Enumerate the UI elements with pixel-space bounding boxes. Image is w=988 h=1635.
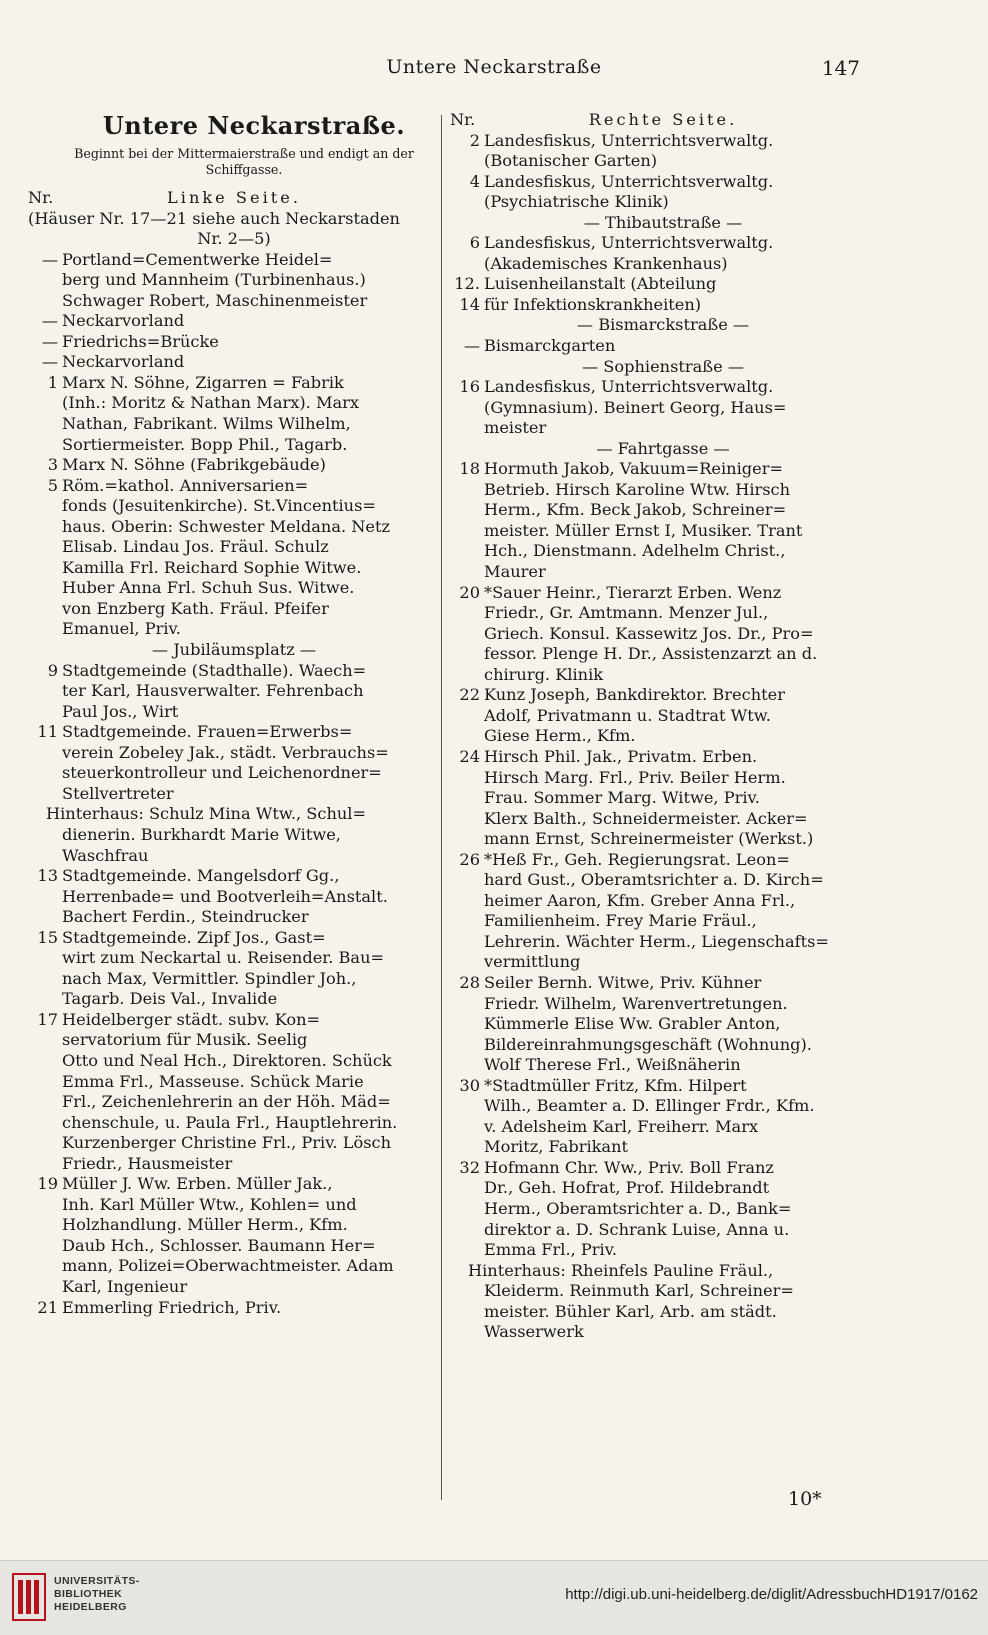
entry-text (62, 373, 440, 455)
house-number: — (41, 249, 58, 269)
entry-line: Stadtgemeinde (Stadthalle). Waech= (62, 660, 367, 680)
entry-line: Friedr., Hausmeister (62, 1153, 233, 1173)
entry-text (62, 352, 440, 373)
address-entry (28, 332, 440, 353)
entry-line: Bachert Ferdin., Steindrucker (62, 907, 309, 927)
entry-line: Hinterhaus: Rheinfels Pauline Fräul., (468, 1260, 774, 1280)
entry-line: Karl, Ingenieur (62, 1276, 188, 1296)
entry-text (484, 459, 876, 582)
nr-label: Nr. (28, 188, 54, 207)
entry-line: Landesfiskus, Unterrichtsverwaltg. (484, 233, 774, 253)
cross-street-line: — Sophienstraße — (581, 356, 745, 376)
entry-line: meister. Müller Ernst I, Musiker. Trant (484, 520, 803, 540)
entry-line: Hch., Dienstmann. Adelhelm Christ., (484, 541, 786, 561)
entry-line: verein Zobeley Jak., städt. Verbrauchs= (62, 742, 389, 762)
house-number: 3 (47, 455, 58, 475)
entry-line: Elisab. Lindau Jos. Fräul. Schulz (62, 537, 329, 557)
address-entry (450, 747, 876, 850)
address-entry (450, 233, 876, 274)
house-number: 2 (469, 130, 480, 150)
entry-line: Tagarb. Deis Val., Invalide (62, 989, 278, 1009)
entry-line: (Gymnasium). Beinert Georg, Haus= (484, 397, 787, 417)
entry-line: *Sauer Heinr., Tierarzt Erben. Wenz (484, 582, 782, 602)
entry-line: Friedr. Wilhelm, Warenvertretungen. (484, 993, 788, 1013)
entry-line: Hofmann Chr. Ww., Priv. Boll Franz (484, 1157, 774, 1177)
entry-line: Bildereinrahmungsgeschäft (Wohnung). (484, 1034, 812, 1054)
entry-line: Neckarvorland (62, 311, 185, 331)
entry-text (484, 233, 876, 274)
nr-label: Nr. (450, 110, 476, 129)
entry-line: Röm.=kathol. Anniversarien= (62, 475, 309, 495)
library-name (54, 1575, 140, 1614)
entry-line: chenschule, u. Paula Frl., Hauptlehrerin. (62, 1112, 398, 1132)
house-number: 18 (459, 459, 480, 479)
entry-line: Marx N. Söhne (Fabrikgebäude) (62, 455, 326, 475)
entry-line: direktor a. D. Schrank Luise, Anna u. (484, 1219, 790, 1239)
entry-line: Hirsch Phil. Jak., Privatm. Erben. (484, 746, 758, 766)
address-entry (28, 1174, 440, 1297)
entry-line: Hormuth Jakob, Vakuum=Reiniger= (484, 459, 784, 479)
entry-line: Familienheim. Frey Marie Fräul., (484, 911, 757, 931)
entry-line: Maurer (484, 562, 546, 582)
entry-line: Giese Herm., Kfm. (484, 726, 636, 746)
entry-line: Kleiderm. Reinmuth Karl, Schreiner= (484, 1281, 794, 1301)
page-number: 147 (821, 56, 860, 80)
library-name-line: BIBLIOTHEK (54, 1588, 123, 1600)
entry-text (484, 274, 876, 315)
house-number: 19 (37, 1174, 58, 1194)
house-number: 24 (459, 746, 480, 766)
house-number: 26 (459, 849, 480, 869)
entry-line: vermittlung (484, 952, 581, 972)
entry-line: Landesfiskus, Unterrichtsverwaltg. (484, 171, 774, 191)
house-number: 4 (469, 171, 480, 191)
entry-line: v. Adelsheim Karl, Freiherr. Marx (484, 1116, 759, 1136)
side-label-left: Linke Seite. (167, 188, 301, 207)
entry-line: Stadtgemeinde. Frauen=Erwerbs= (62, 722, 353, 742)
entry-line: Kamilla Frl. Reichard Sophie Witwe. (62, 557, 362, 577)
entry-text (62, 1298, 440, 1319)
address-entry (28, 250, 440, 312)
address-entry (450, 1158, 876, 1261)
entry-text (62, 476, 440, 640)
entry-line: Neckarvorland (62, 352, 185, 372)
address-entry (450, 459, 876, 582)
entry-line: Hinterhaus: Schulz Mina Wtw., Schul= (46, 804, 367, 824)
entry-text (484, 1076, 876, 1158)
entry-text (484, 685, 876, 747)
entry-line: *Heß Fr., Geh. Regierungsrat. Leon= (484, 849, 790, 869)
entry-text (62, 928, 440, 1010)
entry-line: Schwager Robert, Maschinenmeister (62, 290, 368, 310)
entry-text (62, 1010, 440, 1174)
address-entry (28, 866, 440, 928)
address-entry (28, 373, 440, 455)
entry-line: wirt zum Neckartal u. Reisender. Bau= (62, 948, 385, 968)
entry-line: meister. Bühler Karl, Arb. am städt. (484, 1301, 777, 1321)
cross-street-line: Nr. 2—5) (197, 229, 271, 249)
entry-line: mann Ernst, Schreinermeister (Werkst.) (484, 829, 814, 849)
entry-line: Herm., Kfm. Beck Jakob, Schreiner= (484, 500, 787, 520)
house-number: 28 (459, 972, 480, 992)
house-number: — (41, 331, 58, 351)
entry-line: Müller J. Ww. Erben. Müller Jak., (62, 1174, 333, 1194)
source-url-link[interactable]: http://digi.ub.uni-heidelberg.de/diglit/AdressbuchHD1917/0162 (565, 1586, 978, 1603)
house-number: 17 (37, 1009, 58, 1029)
library-name-line: UNIVERSITÄTS- (54, 1575, 140, 1587)
left-heading-row (28, 188, 440, 209)
entry-line: Stadtgemeinde. Mangelsdorf Gg., (62, 866, 340, 886)
house-number: 32 (459, 1157, 480, 1177)
entry-line: Emma Frl., Priv. (484, 1240, 618, 1260)
house-number: — (463, 336, 480, 356)
entry-line: mann, Polizei=Oberwachtmeister. Adam (62, 1256, 394, 1276)
entry-text (484, 172, 876, 213)
entry-line: Wilh., Beamter a. D. Ellinger Frdr., Kfm. (484, 1096, 815, 1116)
entry-line: Herrenbade= und Bootverleih=Anstalt. (62, 886, 388, 906)
university-logo-icon (12, 1573, 46, 1621)
house-number: 15 (37, 927, 58, 947)
entry-line: Dr., Geh. Hofrat, Prof. Hildebrandt (484, 1178, 770, 1198)
entry-line: Frl., Zeichenlehrerin an der Höh. Mäd= (62, 1092, 391, 1112)
right-heading-row (450, 110, 876, 131)
address-entry (28, 1010, 440, 1174)
entry-text (484, 583, 876, 686)
address-entry (28, 476, 440, 640)
entry-line: Frau. Sommer Marg. Witwe, Priv. (484, 788, 760, 808)
entry-line: Bismarckgarten (484, 336, 616, 356)
entry-line: Kümmerle Elise Ww. Grabler Anton, (484, 1014, 781, 1034)
entry-line: Klerx Balth., Schneidermeister. Acker= (484, 808, 808, 828)
entry-line: Friedr., Gr. Amtmann. Menzer Jul., (484, 603, 769, 623)
entry-line: berg und Mannheim (Turbinenhaus.) (62, 270, 366, 290)
entry-line: Nathan, Fabrikant. Wilms Wilhelm, (62, 414, 351, 434)
entry-line: Wolf Therese Frl., Weißnäherin (484, 1055, 741, 1075)
address-entry (28, 1298, 440, 1319)
column-divider (441, 115, 442, 1500)
entry-line: fonds (Jesuitenkirche). St.Vincentius= (62, 496, 376, 516)
address-entry (28, 661, 440, 723)
entry-text (484, 131, 876, 172)
running-head (0, 56, 988, 90)
entry-line: dienerin. Burkhardt Marie Witwe, (62, 824, 341, 844)
house-number: — (41, 352, 58, 372)
house-number: 22 (459, 685, 480, 705)
entry-line: Holzhandlung. Müller Herm., Kfm. (62, 1215, 348, 1235)
entry-text (62, 250, 440, 312)
house-number: 13 (37, 866, 58, 886)
entry-line: Stellvertreter (62, 783, 174, 803)
house-number: 11 (37, 722, 58, 742)
entry-text (484, 850, 876, 973)
entry-line: Moritz, Fabrikant (484, 1137, 629, 1157)
entry-text (62, 311, 440, 332)
entry-text (62, 866, 440, 928)
address-entry (450, 583, 876, 686)
side-label-right: Rechte Seite. (588, 110, 738, 129)
printer-signature: 10* (788, 1488, 822, 1510)
entry-line: nach Max, Vermittler. Spindler Joh., (62, 968, 357, 988)
house-number: 5 (47, 475, 58, 495)
entry-line: Stadtgemeinde. Zipf Jos., Gast= (62, 927, 326, 947)
entry-line: Portland=Cementwerke Heidel= (62, 249, 333, 269)
address-entry (450, 131, 876, 172)
entry-text (484, 336, 876, 357)
house-number: 6 (469, 233, 480, 253)
entry-line: Wasserwerk (484, 1322, 584, 1342)
entry-text (484, 377, 876, 439)
running-title: Untere Neckarstraße (386, 56, 602, 78)
address-entry (450, 274, 876, 315)
entry-line: meister (484, 418, 547, 438)
entry-line: (Inh.: Moritz & Nathan Marx). Marx (62, 393, 360, 413)
entry-text (62, 661, 440, 723)
entry-line: servatorium für Musik. Seelig (62, 1030, 308, 1050)
address-entry (450, 973, 876, 1076)
address-entry (450, 377, 876, 439)
entry-line: steuerkontrolleur und Leichenordner= (62, 763, 382, 783)
entry-line: heimer Aaron, Kfm. Greber Anna Frl., (484, 890, 796, 910)
footer-bar (0, 1560, 988, 1635)
entry-line: Seiler Bernh. Witwe, Priv. Kühner (484, 972, 762, 992)
entry-line: Griech. Konsul. Kassewitz Jos. Dr., Pro= (484, 623, 814, 643)
address-entry (450, 172, 876, 213)
entry-line: Lehrerin. Wächter Herm., Liegenschafts= (484, 931, 829, 951)
entry-line: (Botanischer Garten) (484, 151, 658, 171)
address-entry (450, 685, 876, 747)
entry-line: von Enzberg Kath. Fräul. Pfeifer (62, 598, 329, 618)
entry-text (62, 332, 440, 353)
entry-line: *Stadtmüller Fritz, Kfm. Hilpert (484, 1075, 747, 1095)
address-entry (28, 352, 440, 373)
entry-line: Huber Anna Frl. Schuh Sus. Witwe. (62, 578, 355, 598)
left-column (28, 110, 440, 1318)
entry-text (484, 973, 876, 1076)
entry-line: Inh. Karl Müller Wtw., Kohlen= und (62, 1194, 357, 1214)
entry-line: Waschfrau (62, 845, 149, 865)
house-number: 30 (459, 1075, 480, 1095)
entry-line: Sortiermeister. Bopp Phil., Tagarb. (62, 434, 348, 454)
cross-street-line: — Thibautstraße — (583, 212, 743, 232)
entry-line: Landesfiskus, Unterrichtsverwaltg. (484, 130, 774, 150)
house-number: 1 (47, 372, 58, 392)
entry-line: Hirsch Marg. Frl., Priv. Beiler Herm. (484, 767, 786, 787)
entry-line: für Infektionskrankheiten) (484, 294, 702, 314)
entry-text (62, 722, 440, 804)
entry-text (62, 1174, 440, 1297)
entry-line: Luisenheilanstalt (Abteilung (484, 274, 717, 294)
address-entry (28, 455, 440, 476)
address-entry (450, 1076, 876, 1158)
right-entries (450, 131, 876, 1343)
address-entry (450, 336, 876, 357)
entry-line: ter Karl, Hausverwalter. Fehrenbach (62, 681, 364, 701)
house-number: 16 (459, 377, 480, 397)
entry-text (484, 1158, 876, 1261)
left-entries (28, 209, 440, 1319)
right-column (450, 110, 876, 1343)
entry-line: Emma Frl., Masseuse. Schück Marie (62, 1071, 364, 1091)
address-entry (28, 311, 440, 332)
cross-street-line: — Bismarckstraße — (576, 315, 750, 335)
library-name-line: HEIDELBERG (54, 1601, 127, 1613)
house-number: — (41, 311, 58, 331)
house-number: 21 (37, 1297, 58, 1317)
entry-line: Marx N. Söhne, Zigarren = Fabrik (62, 372, 344, 392)
address-entry (28, 722, 440, 804)
entry-line: chirurg. Klinik (484, 664, 604, 684)
entry-line: Friedrichs=Brücke (62, 331, 219, 351)
street-note-line: Schiffgasse. (205, 162, 283, 177)
house-number: 9 (47, 660, 58, 680)
entry-line: (Akademisches Krankenhaus) (484, 253, 728, 273)
entry-line: Heidelberger städt. subv. Kon= (62, 1009, 321, 1029)
entry-line: haus. Oberin: Schwester Meldana. Netz (62, 516, 391, 536)
street-title: Untere Neckarstraße. (102, 111, 406, 140)
entry-text (62, 455, 440, 476)
entry-line: Herm., Oberamtsrichter a. D., Bank= (484, 1198, 792, 1218)
address-entry (450, 850, 876, 973)
entry-line: Kunz Joseph, Bankdirektor. Brechter (484, 685, 785, 705)
street-note-line: Beginnt bei der Mittermaierstraße und endigt an der (74, 146, 414, 161)
entry-line: Emmerling Friedrich, Priv. (62, 1297, 282, 1317)
entry-line: Paul Jos., Wirt (62, 701, 179, 721)
entry-line: Daub Hch., Schlosser. Baumann Her= (62, 1235, 376, 1255)
entry-line: (Psychiatrische Klinik) (484, 192, 669, 212)
entry-line: fessor. Plenge H. Dr., Assistenzarzt an d. (484, 644, 818, 664)
street-note (28, 146, 440, 178)
entry-line: Otto und Neal Hch., Direktoren. Schück (62, 1050, 392, 1070)
entry-line: Betrieb. Hirsch Karoline Wtw. Hirsch (484, 479, 791, 499)
cross-street-line: — Jubiläumsplatz — (151, 640, 317, 660)
entry-line: Emanuel, Priv. (62, 619, 181, 639)
entry-line: (Häuser Nr. 17—21 siehe auch Neckarstaden (28, 208, 400, 228)
entry-line: Adolf, Privatmann u. Stadtrat Wtw. (484, 705, 771, 725)
address-entry (28, 928, 440, 1010)
entry-text (484, 747, 876, 850)
entry-line: Landesfiskus, Unterrichtsverwaltg. (484, 377, 774, 397)
entry-line: Kurzenberger Christine Frl., Priv. Lösch (62, 1133, 392, 1153)
house-number: 12. 14 (454, 274, 480, 314)
entry-line: hard Gust., Oberamtsrichter a. D. Kirch= (484, 870, 824, 890)
cross-street-line: — Fahrtgasse — (596, 438, 730, 458)
house-number: 20 (459, 582, 480, 602)
